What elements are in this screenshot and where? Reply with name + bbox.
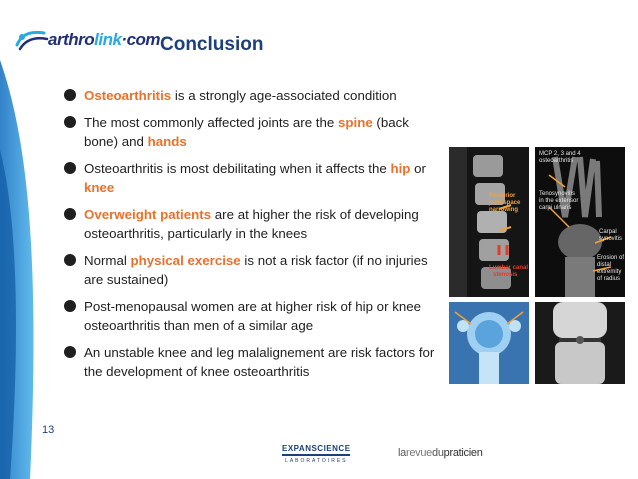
hand-label-5: carpi ulnaris (539, 205, 572, 211)
hip-scan-image (449, 302, 529, 384)
hand-label-7: synovitis (599, 236, 623, 242)
bullet-dot-icon (64, 300, 76, 312)
spine-label-1: Posterior (489, 193, 516, 199)
hand-label-6: Carpal (599, 229, 617, 235)
hand-label-1: MCP 2, 3 and 4 (539, 151, 581, 157)
hand-label-8: Erosion of (597, 255, 625, 261)
spine-label-3: narrowing (489, 207, 519, 213)
bullet-dot-icon (64, 89, 76, 101)
hip-scan-graphic (449, 302, 529, 384)
arthrolink-logo (14, 27, 160, 53)
expanscience-logo (282, 444, 351, 464)
spine-xray-image (449, 147, 529, 297)
hand-label-9: distal (597, 262, 612, 268)
bullet-dot-icon (64, 116, 76, 128)
bullet-item: Osteoarthritis is a strongly age-associated condition (64, 86, 444, 105)
bullet-item: Osteoarthritis is most debilitating when it affects the hip or knee (64, 159, 444, 197)
bullet-item: Normal physical exercise is not a risk factor (if no injuries are sustained) (64, 251, 444, 289)
hand-label-2: osteoarthritis (539, 158, 574, 164)
hand-label-11: of radius (597, 276, 621, 282)
hand-label-3: Tenosynovitis (539, 191, 576, 197)
slide-title: Conclusion (160, 34, 264, 55)
spine-label-5: stenosis (493, 272, 518, 278)
hand-mri-image (535, 147, 625, 297)
knee-xray-image (535, 302, 625, 384)
arthrolink-logo-icon (14, 27, 50, 53)
bullet-dot-icon (64, 254, 76, 266)
bullet-item: Overweight patients are at higher the risk of developing osteoarthritis, particularly in the knees (64, 205, 444, 243)
expanscience-logo-bar (282, 454, 350, 456)
blue-swoosh-decoration (0, 0, 70, 479)
la-revue-du-praticien-logo: larevuedupraticien (398, 447, 483, 459)
page-number: 13 (42, 424, 55, 436)
expanscience-logo-text: EXPANSCIENCE (282, 444, 351, 453)
hand-label-10: extremity (597, 269, 622, 275)
bullet-item: The most commonly affected joints are the spine (back bone) and hands (64, 113, 444, 151)
bullet-list (64, 86, 444, 389)
expanscience-logo-subtext: LABORATOIRES (285, 458, 348, 464)
bullet-item: An unstable knee and leg malalignement are risk factors for the development of knee osteoarthritis (64, 343, 444, 381)
spine-label-2: joint space (489, 200, 521, 206)
hand-label-4: in the extensor (539, 198, 579, 204)
bullet-item: Post-menopausal women are at higher risk of hip or knee osteoarthritis than men of a similar age (64, 297, 444, 335)
spine-label-4: Lumbar canal (489, 265, 529, 271)
bullet-dot-icon (64, 162, 76, 174)
knee-xray-graphic (535, 302, 625, 384)
arthrolink-logo-text: arthrolink·com (48, 30, 161, 49)
bullet-dot-icon (64, 208, 76, 220)
bullet-dot-icon (64, 346, 76, 358)
